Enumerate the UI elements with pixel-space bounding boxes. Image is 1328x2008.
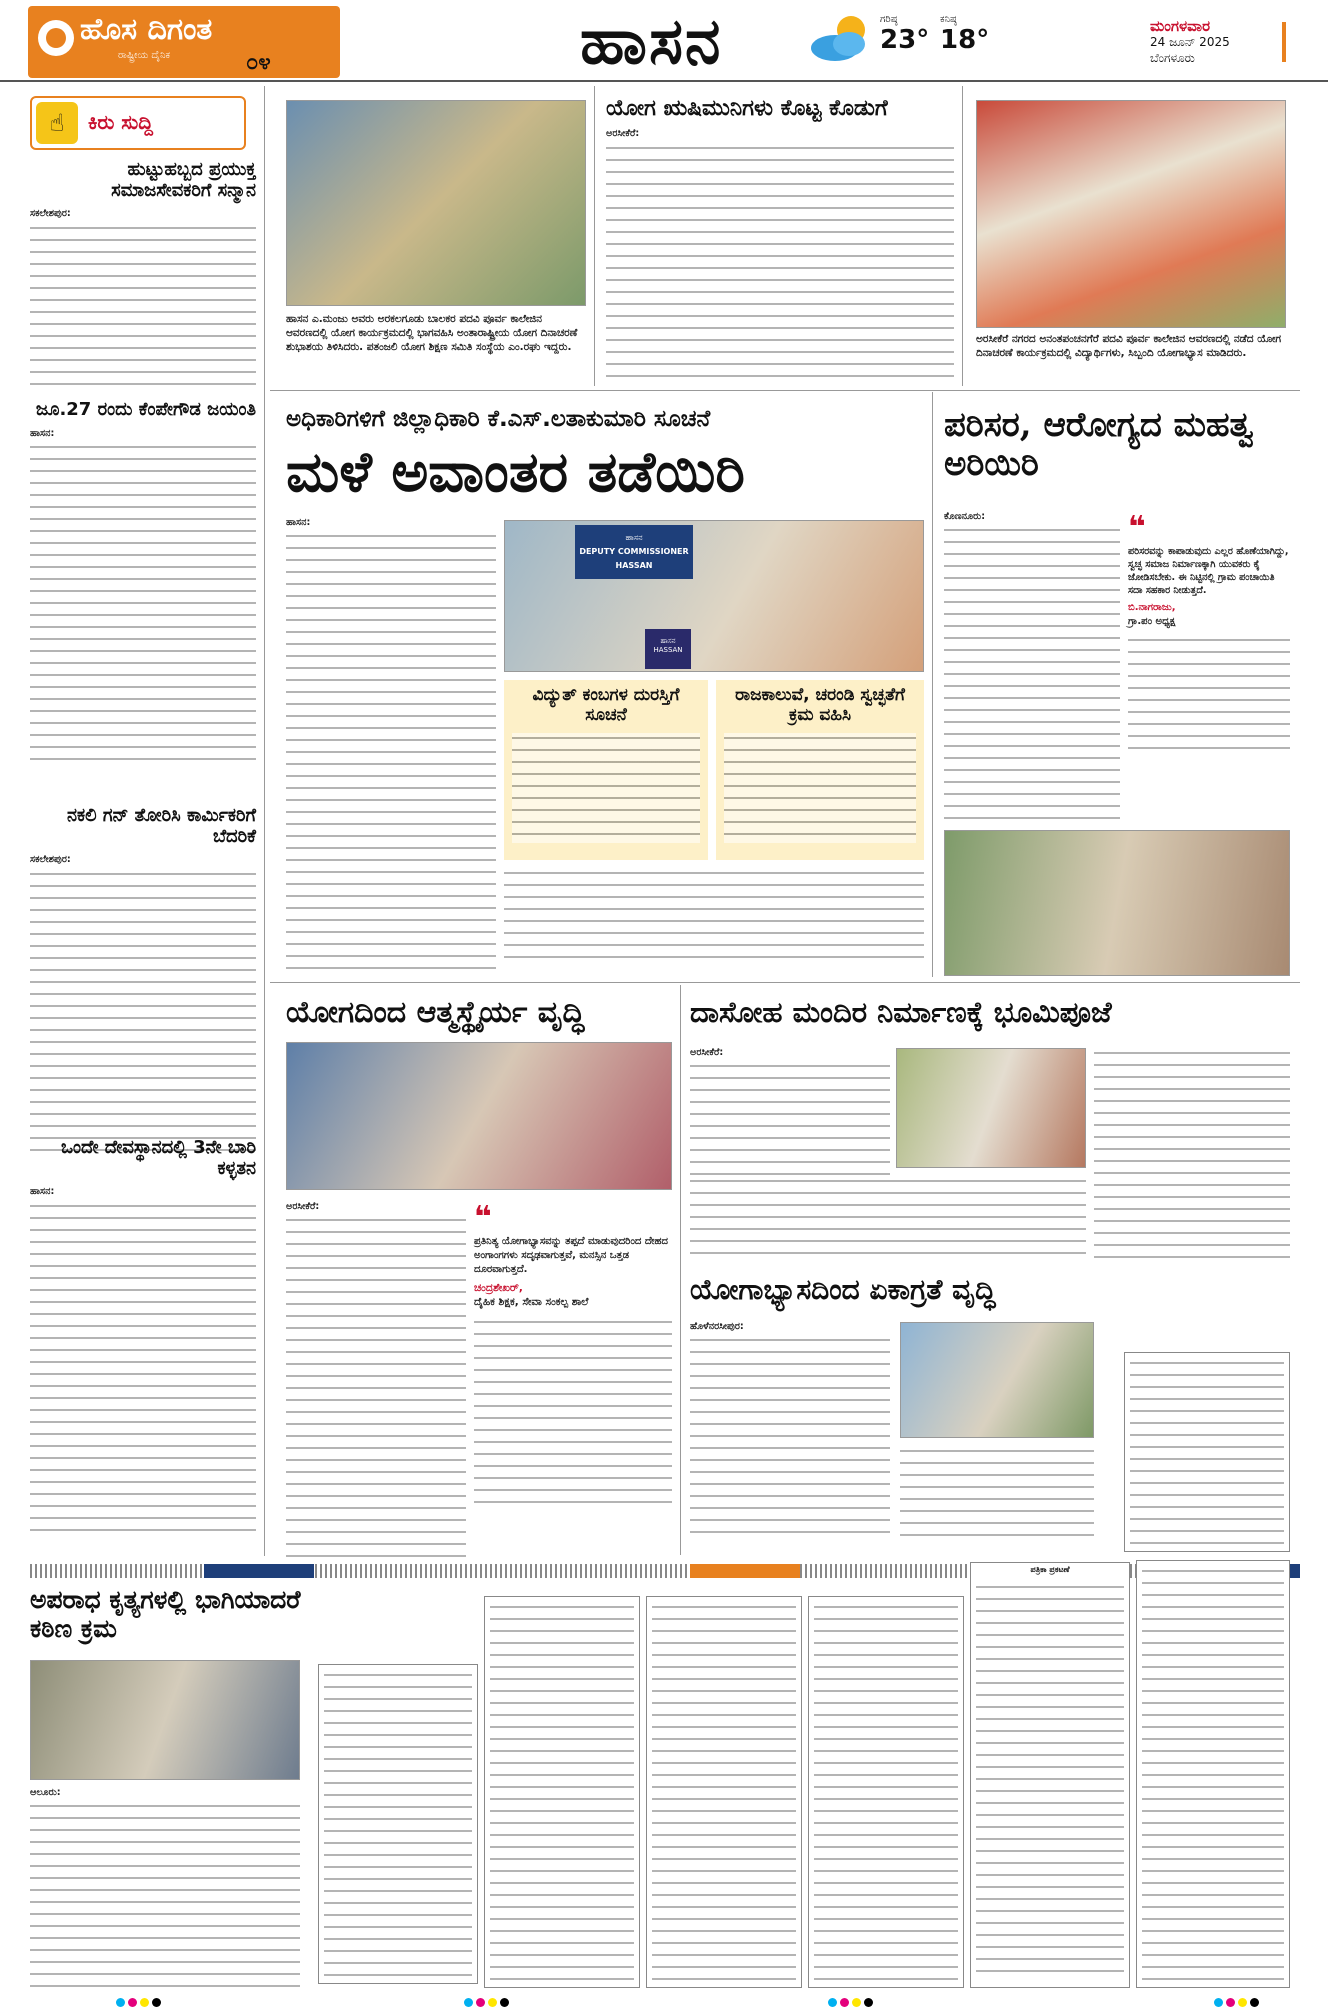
- focus-body: [690, 1320, 890, 1535]
- brief-2: [30, 400, 256, 764]
- pointing-hand-icon: ☝: [36, 102, 78, 144]
- brief-3-place: ಸಕಲೇಶಪುರ:: [30, 854, 71, 866]
- focus-place: ಹೊಳೆನರಸೀಪುರ:: [690, 1321, 744, 1332]
- registration-marks-2: [464, 1992, 512, 2002]
- brand-tagline: ರಾಷ್ಟ್ರೀಯ ದೈನಿಕ: [118, 50, 171, 61]
- lead-headline: ಮಳೆ ಅವಾಂತರ ತಡೆಯಿರಿ: [286, 439, 745, 505]
- yoga-photo-arakalagudu-caption: ಹಾಸನ ಎ.ಮಂಜು ಅವರು ಅರಕಲಗೂಡು ಬಾಲಕರ ಪದವಿ ಪೂರ್ವ ಕಾಲೇಜಿನ ಆವರಣದಲ್ಲಿ ಯೋಗ ಕಾರ್ಯಕ್ರಮದಲ್ಲಿ ಭಾಗವಹಿಸಿ ಅಂತಾರಾಷ್ಟ್ರೀಯ ಯೋಗ ದಿನಾಚರಣೆ ಶುಭಾಶಯ ತಿಳಿಸಿದರು. ಪತಂಜಲಿ ಯೋಗ ಶಿಕ್ಷಣ ಸಮಿತಿ ಸಂಸ್ಥೆಯ ಎಂ.ರಘು ಇದ್ದರು.: [286, 313, 578, 353]
- yoga-confidence-quote: [474, 1200, 672, 1507]
- yoga-confidence-quote-name: ಚಂದ್ರಶೇಖರ್,: [474, 1282, 523, 1294]
- masthead: [0, 0, 1328, 82]
- registration-marks-3: [828, 1992, 876, 2002]
- lead-box-electric: [504, 680, 708, 860]
- brief-2-place: ಹಾಸನ:: [30, 427, 55, 439]
- lead-body-col1: [286, 516, 496, 971]
- environment-place: ಕೊಣನೂರು:: [944, 511, 986, 522]
- brief-1: [30, 160, 256, 393]
- page-number: ೦೪: [246, 50, 271, 75]
- brief-1-place: ಸಕಲೇಶಪುರ:: [30, 208, 71, 220]
- yoga-rishi-place: ಅರಸೀಕೆರೆ:: [606, 128, 640, 140]
- edition-city: ಹಾಸನ: [580, 4, 723, 79]
- crime-body: [30, 1786, 300, 1991]
- temp-min: ಕನಿಷ್ಠ 18°: [940, 14, 990, 55]
- brief-1-headline: ಹುಟ್ಟುಹಬ್ಬದ ಪ್ರಯುಕ್ತ ಸಮಾಜಸೇವಕರಿಗೆ ಸನ್ಮಾನ: [111, 159, 256, 201]
- legal-notice-5-title: ಪತ್ರಿಕಾ ಪ್ರಕಟಣೆ: [1030, 1565, 1070, 1574]
- yoga-confidence-quote-role: ದೈಹಿಕ ಶಿಕ್ಷಕ, ಸೇವಾ ಸಂಕಲ್ಪ ಶಾಲೆ: [474, 1296, 589, 1308]
- temp-max: ಗರಿಷ್ಠ 23°: [880, 14, 930, 55]
- yoga-confidence-place: ಅರಸೀಕೆರೆ:: [286, 1201, 320, 1212]
- dasoha-place: ಅರಸೀಕೆರೆ:: [690, 1047, 724, 1058]
- brief-3: [30, 806, 256, 1159]
- lead-box-electric-title: ವಿದ್ಯುತ್ ಕಂಬಗಳ ದುರಸ್ತಿಗೆ ಸೂಚನೆ: [532, 685, 680, 725]
- environment-quote-text: ಪರಿಸರವನ್ನು ಕಾಪಾಡುವುದು ಎಲ್ಲರ ಹೊಣೆಯಾಗಿದ್ದು, ಸ್ವಚ್ಛ ಸಮಾಜ ನಿರ್ಮಾಣಕ್ಕಾಗಿ ಯುವಕರು ಕೈ ಜೋಡಿಸಬೇಕು. ಈ ನಿಟ್ಟಿನಲ್ಲಿ ಗ್ರಾಮ ಪಂಚಾಯಿತಿ ಸದಾ ಸಹಕಾರ ನೀಡುತ್ತದೆ.: [1128, 546, 1289, 596]
- environment-story: [944, 406, 1290, 484]
- environment-quote: [1128, 510, 1290, 755]
- quote-mark-icon: ❝: [1128, 510, 1146, 545]
- legal-notice-4: [808, 1596, 964, 1988]
- lead-kicker: ಅಧಿಕಾರಿಗಳಿಗೆ ಜಿಲ್ಲಾಧಿಕಾರಿ ಕೆ.ಎಸ್.ಲತಾಕುಮಾರಿ ಸೂಚನೆ: [286, 406, 711, 432]
- yoga-confidence-body: [286, 1200, 466, 1559]
- dasoha-body: [690, 1046, 890, 1181]
- dasoha-photo: [896, 1048, 1086, 1168]
- lead-box-drain: [716, 680, 924, 860]
- brand-logo[interactable]: [28, 6, 340, 78]
- dc-podium: ಹಾಸನ HASSAN: [645, 629, 691, 669]
- brief-4: [30, 1138, 256, 1541]
- registration-marks-4: [1214, 1992, 1262, 2002]
- yoga-confidence-headline: ಯೋಗದಿಂದ ಆತ್ಮಸ್ಥೈರ್ಯ ವೃದ್ಧಿ: [286, 995, 585, 1030]
- legal-notice-3: [646, 1596, 802, 1988]
- yoga-photo-arakalagudu: [286, 100, 586, 306]
- yoga-rishi-headline: ಯೋಗ ಋಷಿಮುನಿಗಳು ಕೊಟ್ಟ ಕೊಡುಗೆ: [606, 96, 888, 121]
- registration-marks-1: [116, 1992, 164, 2002]
- legal-notice-5: [970, 1562, 1130, 1988]
- legal-notice-2: [484, 1596, 640, 1988]
- focus-photo: [900, 1322, 1094, 1438]
- logo-emblem-icon: [38, 20, 74, 56]
- weather-cloud-sun-icon: [805, 10, 877, 66]
- brief-3-headline: ನಕಲಿ ಗನ್ ತೋರಿಸಿ ಕಾರ್ಮಿಕರಿಗೆ ಬೆದರಿಕೆ: [67, 805, 256, 847]
- environment-body: [944, 510, 1120, 825]
- dc-board-sign: ಹಾಸನ DEPUTY COMMISSIONER HASSAN: [575, 525, 693, 579]
- legal-notice-6: [1136, 1560, 1290, 1988]
- date-block: [1150, 18, 1280, 66]
- crime-headline: ಅಪರಾಧ ಕೃತ್ಯಗಳಲ್ಲಿ ಭಾಗಿಯಾದರೆ ಕಠಿಣ ಕ್ರಮ: [30, 1585, 301, 1643]
- environment-quote-name: ಬಿ.ನಾಗರಾಜು,: [1128, 602, 1176, 613]
- lead-box-drain-title: ರಾಜಕಾಲುವೆ, ಚರಂಡಿ ಸ್ವಚ್ಛತೆಗೆ ಕ್ರಮ ವಹಿಸಿ: [735, 685, 905, 725]
- crime-photo: [30, 1660, 300, 1780]
- yoga-confidence-quote-text: ಪ್ರತಿನಿತ್ಯ ಯೋಗಾಭ್ಯಾಸವನ್ನು ತಪ್ಪದೆ ಮಾಡುವುದರಿಂದ ದೇಹದ ಅಂಗಾಂಗಗಳು ಸದೃಢವಾಗುತ್ತವೆ, ಮನಸ್ಸಿನ ಒತ್ತಡ ದೂರವಾಗುತ್ತದೆ.: [474, 1236, 668, 1275]
- focus-headline: ಯೋಗಾಭ್ಯಾಸದಿಂದ ಏಕಾಗ್ರತೆ ವೃದ್ಧಿ: [690, 1273, 996, 1306]
- masthead-accent: [1282, 22, 1286, 62]
- place: ಬೆಂಗಳೂರು: [1150, 51, 1195, 65]
- brand-name: ಹೊಸ ದಿಗಂತ: [80, 12, 213, 47]
- legal-notice-top-right: [1124, 1352, 1290, 1552]
- yoga-confidence-photo: [286, 1042, 672, 1190]
- legal-notice-1: [318, 1664, 478, 1984]
- lead-place: ಹಾಸನ:: [286, 517, 311, 528]
- kiru-suddi-label: ಕಿರು ಸುದ್ದಿ: [88, 110, 153, 134]
- kiru-suddi-badge: [30, 96, 246, 150]
- lead-photo-meeting: [504, 520, 924, 672]
- date: 24 ಜೂನ್ 2025: [1150, 35, 1230, 49]
- weekday: ಮಂಗಳವಾರ: [1150, 17, 1211, 35]
- crime-place: ಆಲೂರು:: [30, 1787, 61, 1798]
- brief-2-headline: ಜೂ.27 ರಂದು ಕೆಂಪೇಗೌಡ ಜಯಂತಿ: [35, 399, 256, 420]
- brief-4-headline: ಒಂದೇ ದೇವಸ್ಥಾನದಲ್ಲಿ 3ನೇ ಬಾರಿ ಕಳ್ಳತನ: [60, 1137, 256, 1179]
- yoga-photo-arasikere: [976, 100, 1286, 328]
- yoga-rishi-story: [606, 96, 954, 383]
- environment-photo: [944, 830, 1290, 976]
- environment-headline: ಪರಿಸರ, ಆರೋಗ್ಯದ ಮಹತ್ವ ಅರಿಯಿರಿ: [944, 405, 1254, 485]
- environment-quote-role: ಗ್ರಾ.ಪಂ ಅಧ್ಯಕ್ಷ: [1128, 616, 1176, 627]
- dasoha-headline: ದಾಸೋಹ ಮಂದಿರ ನಿರ್ಮಾಣಕ್ಕೆ ಭೂಮಿಪೂಜೆ: [690, 995, 1112, 1029]
- quote-mark-icon: ❝: [474, 1200, 492, 1235]
- yoga-photo-arasikere-caption: ಅರಸೀಕೆರೆ ನಗರದ ಅನಂತಪಂಚನಗೆರೆ ಪದವಿ ಪೂರ್ವ ಕಾಲೇಜಿನ ಆವರಣದಲ್ಲಿ ನಡೆದ ಯೋಗ ದಿನಾಚರಣೆ ಕಾರ್ಯಕ್ರಮದಲ್ಲಿ ವಿದ್ಯಾರ್ಥಿಗಳು, ಸಿಬ್ಬಂದಿ ಯೋಗಾಭ್ಯಾಸ ಮಾಡಿದರು.: [976, 333, 1282, 359]
- brief-4-place: ಹಾಸನ:: [30, 1186, 55, 1198]
